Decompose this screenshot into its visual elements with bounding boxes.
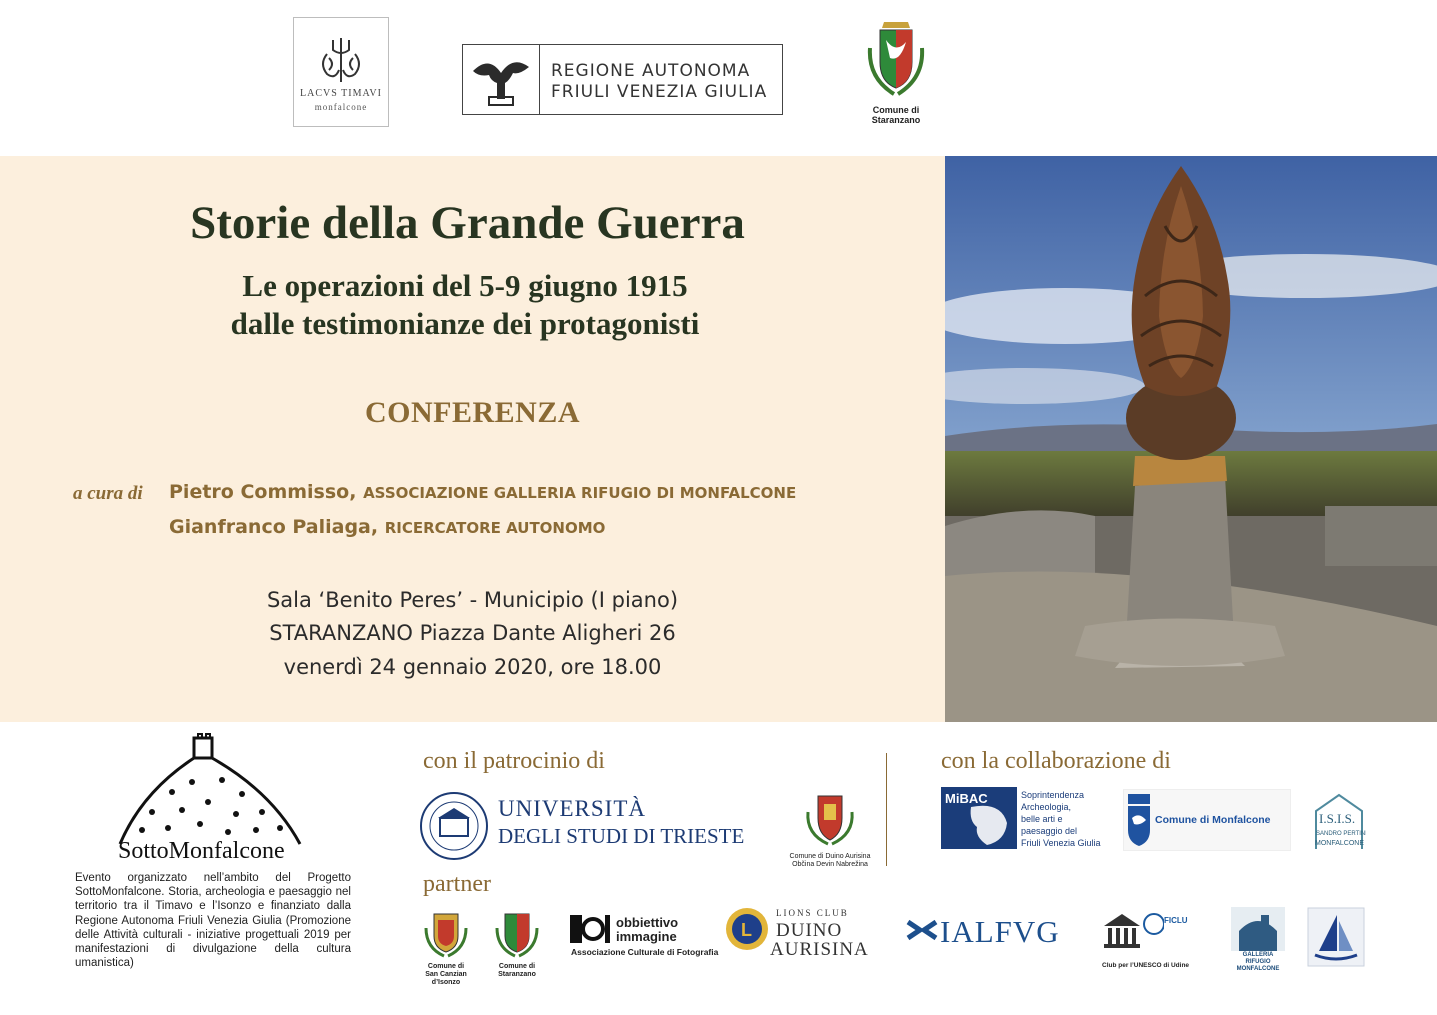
staranzano-partner-crest <box>491 906 543 979</box>
lacus-line1: LACVS TIMAVI <box>300 88 382 99</box>
speaker-1-role: ASSOCIAZIONE GALLERIA RIFUGIO DI MONFALCONE <box>363 484 797 502</box>
staranzano-partner-caption-1: Comune di <box>498 963 536 970</box>
camera-lens-icon <box>569 913 613 945</box>
galleria-line1: GALLERIA RIFUGIO <box>1242 952 1274 965</box>
partner-label: partner <box>423 871 491 897</box>
isis-line3: MONFALCONE <box>1315 840 1365 847</box>
lions-line3: AURISINA <box>770 939 869 960</box>
lions-line2: DUINO <box>776 920 843 941</box>
mibac-text <box>1021 789 1101 849</box>
speaker-2-role: RICERCATORE AUTONOMO <box>384 519 606 537</box>
staranzano-caption-1: Comune di <box>872 105 920 115</box>
sailboat-logo <box>1307 907 1365 967</box>
event-subtitle-line2: dalle testimonianze dei protagonisti <box>230 306 700 341</box>
sotto-logo-text: SottoMonfalcone <box>118 838 285 862</box>
trident-fish-icon <box>313 34 369 86</box>
san-canzian-caption-2: San Canzian d’Isonzo <box>425 971 467 986</box>
event-title: Storie della Grande Guerra <box>190 197 745 249</box>
monfalcone-shield-icon <box>1124 790 1154 852</box>
obbiettivo-immagine-logo <box>569 913 719 957</box>
sailboat-icon <box>1307 907 1365 967</box>
eagle-icon <box>469 51 533 109</box>
venue-hall: Sala ‘Benito Peres’ - Municipio (I piano) <box>266 588 679 612</box>
ialfvg-name: IALFVG <box>940 914 1060 949</box>
svg-text:L: L <box>741 920 752 940</box>
mibac-line-5: Friuli Venezia Giulia <box>1021 838 1101 848</box>
mibac-badge <box>941 787 1017 849</box>
university-name-line2: DEGLI STUDI DI TRIESTE <box>498 824 745 848</box>
ficlu-name: FICLU <box>1164 916 1188 925</box>
lions-emblem-icon <box>724 906 770 952</box>
region-separator <box>539 45 540 114</box>
sottomonfalcone-logo <box>112 732 312 867</box>
mibac-soprintendenza-logo <box>941 787 1111 849</box>
university-seal-icon <box>418 790 490 862</box>
obbiettivo-line1: obbiettivo <box>616 915 679 930</box>
hill-tower-icon <box>112 732 312 862</box>
speaker-2: Gianfranco Paliaga, RICERCATORE AUTONOMO <box>169 516 606 538</box>
san-canzian-shield-icon <box>422 906 470 958</box>
event-type: CONFERENZA <box>364 396 580 429</box>
staranzano-shield-icon <box>860 18 932 100</box>
unesco-caption: Club per l’UNESCO di Udine <box>1102 962 1190 969</box>
curated-by-label: a cura di <box>73 483 143 504</box>
galleria-line2: MONFALCONE <box>1236 966 1280 972</box>
duino-aurisina-crest <box>778 788 882 869</box>
duino-caption-2: Občina Devin Nabrežina <box>792 861 868 868</box>
galleria-rifugio-logo <box>1231 907 1285 972</box>
ialfvg-mark-icon <box>906 914 938 946</box>
isis-line2: SANDRO PERTINI <box>1316 831 1366 837</box>
san-canzian-caption-1: Comune di <box>427 963 465 970</box>
staranzano-crest <box>858 18 934 125</box>
obbiettivo-line3: Associazione Culturale di Fotografia <box>571 947 719 957</box>
event-date: venerdì 24 gennaio 2020, ore 18.00 <box>283 655 662 679</box>
university-name-line1: UNIVERSITÀ <box>498 796 646 821</box>
mibac-line-3: belle arti e <box>1021 814 1063 824</box>
speaker-2-name: Gianfranco Paliaga <box>169 516 371 538</box>
obbiettivo-line2: immagine <box>616 929 677 944</box>
galleria-tunnel-icon <box>1231 907 1285 951</box>
isis-line1: I.S.I.S. <box>1319 811 1356 826</box>
ialfvg-logo <box>906 914 1060 951</box>
mibac-line-1: Soprintendenza <box>1021 790 1085 800</box>
galleria-caption <box>1231 952 1285 973</box>
mibac-head-icon <box>941 787 1017 849</box>
duino-caption-1: Comune di Duino Aurisina <box>789 853 871 860</box>
speaker-1: Pietro Commisso, ASSOCIAZIONE GALLERIA RIFUGIO DI MONFALCONE <box>169 481 797 503</box>
collaboration-label: con la collaborazione di <box>941 748 1171 774</box>
staranzano-partner-caption-2: Staranzano <box>498 971 536 978</box>
staranzano-caption-2: Staranzano <box>871 115 921 125</box>
monument-photo <box>945 156 1437 722</box>
regione-fvg-logo <box>462 44 783 115</box>
speaker-1-name: Pietro Commisso <box>169 481 350 503</box>
project-description: Evento organizzato nell’ambito del Progetto SottoMonfalcone. Storia, archeologia e paesaggio nel territorio tra il Timavo e l’Isonzo e finanziato dalla Regione Autonoma Friuli Venezia Giulia (Promozione delle Attività culturali - iniziative progettuali 2019 per manifestazioni di divulgazione della cultura umanistica) <box>75 872 351 970</box>
isis-pertini-logo <box>1312 791 1366 858</box>
lions-line1: LIONS CLUB <box>776 908 849 918</box>
duino-shield-icon <box>800 788 860 848</box>
region-line1: REGIONE AUTONOMA <box>551 61 751 81</box>
mibac-line-2: Archeologia, <box>1021 802 1072 812</box>
footer-vertical-separator <box>886 753 887 866</box>
san-canzian-crest <box>418 906 474 987</box>
staranzano-partner-shield-icon <box>493 906 541 958</box>
flame-monument-illustration <box>945 156 1437 722</box>
mibac-line-4: paesaggio del <box>1021 826 1078 836</box>
comune-monfalcone-logo <box>1123 789 1291 851</box>
lacus-timavi-logo <box>293 17 389 127</box>
patronage-label: con il patrocinio di <box>423 748 605 774</box>
mibac-badge-text: MiBAC <box>945 791 988 806</box>
unesco-ficlu-logo <box>1100 906 1210 968</box>
lacus-line2: monfalcone <box>314 102 368 112</box>
venue-address: STARANZANO Piazza Dante Aligheri 26 <box>269 621 676 645</box>
event-subtitle-line1: Le operazioni del 5-9 giugno 1915 <box>242 268 688 303</box>
region-line2: FRIULI VENEZIA GIULIA <box>551 82 768 102</box>
lions-club-logo <box>724 906 869 960</box>
university-trieste-logo <box>418 790 745 867</box>
monfalcone-name: Comune di Monfalcone <box>1155 814 1271 826</box>
isis-house-icon <box>1312 791 1366 853</box>
unesco-temple-icon <box>1100 906 1164 958</box>
